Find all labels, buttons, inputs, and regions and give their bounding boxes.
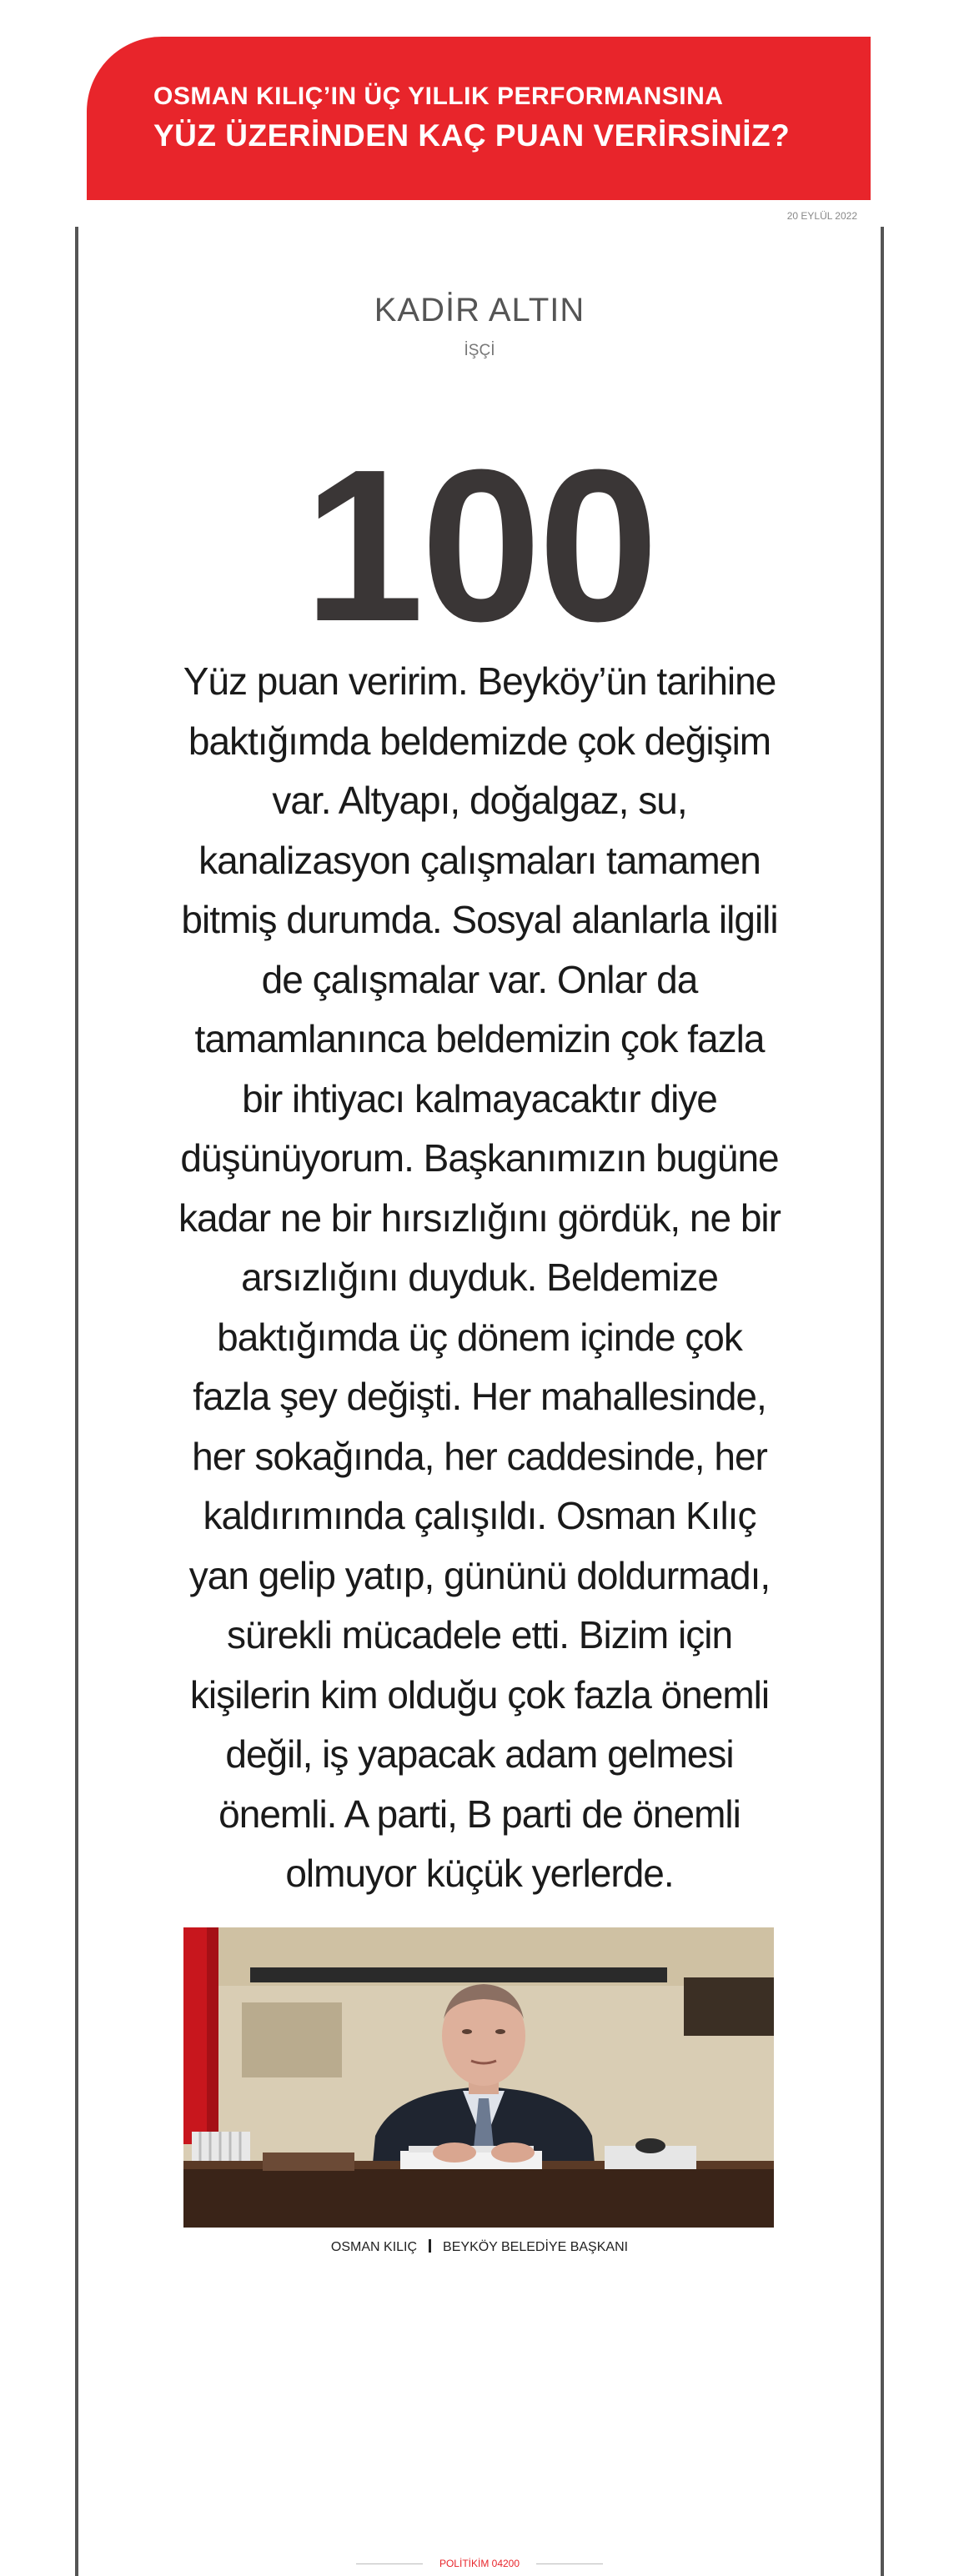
headline-line-1: OSMAN KILIÇ’IN ÜÇ YILLIK PERFORMANSINA — [153, 83, 724, 110]
footer-rule-left — [356, 2563, 423, 2564]
publish-date: 20 EYLÜL 2022 — [786, 210, 857, 222]
author-role: İŞÇİ — [464, 342, 495, 359]
footer-rule-right — [536, 2563, 603, 2564]
footer-label: POLİTİKİM 04200 — [439, 2558, 520, 2569]
mayor-photo — [183, 1927, 774, 2228]
headline-line-2: YÜZ ÜZERİNDEN KAÇ PUAN VERİRSİNİZ? — [153, 118, 791, 153]
quote-text: Yüz puan veririm. Beyköy’ün tarihine baktığımda beldemizde çok değişim var. Altyapı, doğalgaz, su, kanalizasyon çalışmaları tamamen bitmiş durumda. Sosyal alanlarla ilgili de çalışmalar var. Onlar da tamamlanınca beldemizin çok fazla bir ihtiyacı kalmayacaktır diye düşünüyorum. Başkanımızın bugüne kadar ne bir hırsızlığını gördük, ne bir arsızlığını duyduk. Beldemize baktığımda üç dönem içinde çok fazla şey değişti. Her mahallesinde, her sokağında, her caddesinde, her kaldırımında çalışıldı. Osman Kılıç yan gelip yatıp, gününü doldurmadı, sürekli mücadele etti. Bizim için kişilerin kim olduğu çok fazla önemli değil, iş yapacak adam gelmesi önemli. A parti, B parti de önemli olmuyor küçük yerlerde. — [178, 659, 781, 1895]
photo-caption — [0, 2239, 959, 2255]
caption-title: BEYKÖY BELEDİYE BAŞKANI — [443, 2240, 629, 2254]
page-footer — [0, 2558, 959, 2569]
author-name: KADİR ALTIN — [374, 292, 585, 328]
headline-banner — [87, 37, 871, 200]
caption-separator — [429, 2239, 431, 2253]
caption-name: OSMAN KILIÇ — [330, 2240, 418, 2254]
score-value: 100 — [304, 425, 655, 667]
